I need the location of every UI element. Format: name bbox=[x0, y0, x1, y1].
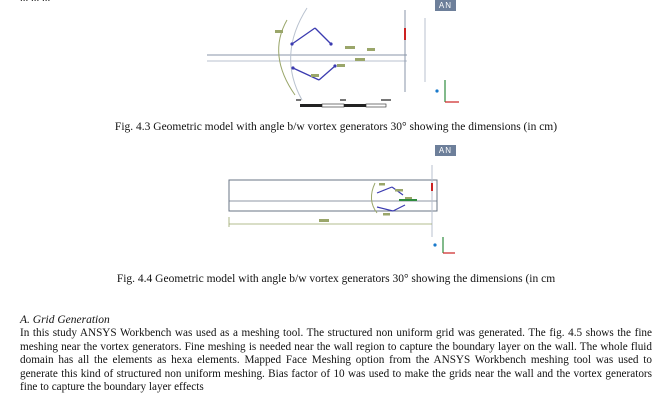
section-heading: A. Grid Generation bbox=[20, 314, 110, 326]
figure-4-4-geometry bbox=[207, 145, 462, 262]
ansys-logo-badge: AN bbox=[435, 0, 456, 11]
figure-4-4 bbox=[207, 145, 462, 262]
figure-4-3-caption: Fig. 4.3 Geometric model with angle b/w vortex generators 30° showing the dimensions (in cm) bbox=[114, 121, 558, 133]
figure-4-4-caption: Fig. 4.4 Geometric model with angle b/w vortex generators 30° showing the dimensions (in cm bbox=[116, 273, 556, 285]
figure-4-3 bbox=[207, 0, 462, 113]
clipped-top-text bbox=[20, 0, 50, 4]
figure-4-3-geometry bbox=[207, 0, 462, 113]
ansys-logo-badge: AN bbox=[435, 145, 456, 156]
section-paragraph: In this study ANSYS Workbench was used as a meshing tool. The structured non uniform grid was generated. The fig. 4.5 shows the fine meshing near the vortex generators. Fine meshing is needed near the wall region to capture the boundary layer on the wall. The whole fluid domain has all the elements as hexa elements. Mapped Face Meshing option from the ANSYS Workbench meshing tool was used to generate this kind of structured non uniform meshing. Bias factor of 10 was used to make the grids near the wall and the vortex generators fine to capture the boundary layer effects bbox=[20, 327, 652, 393]
